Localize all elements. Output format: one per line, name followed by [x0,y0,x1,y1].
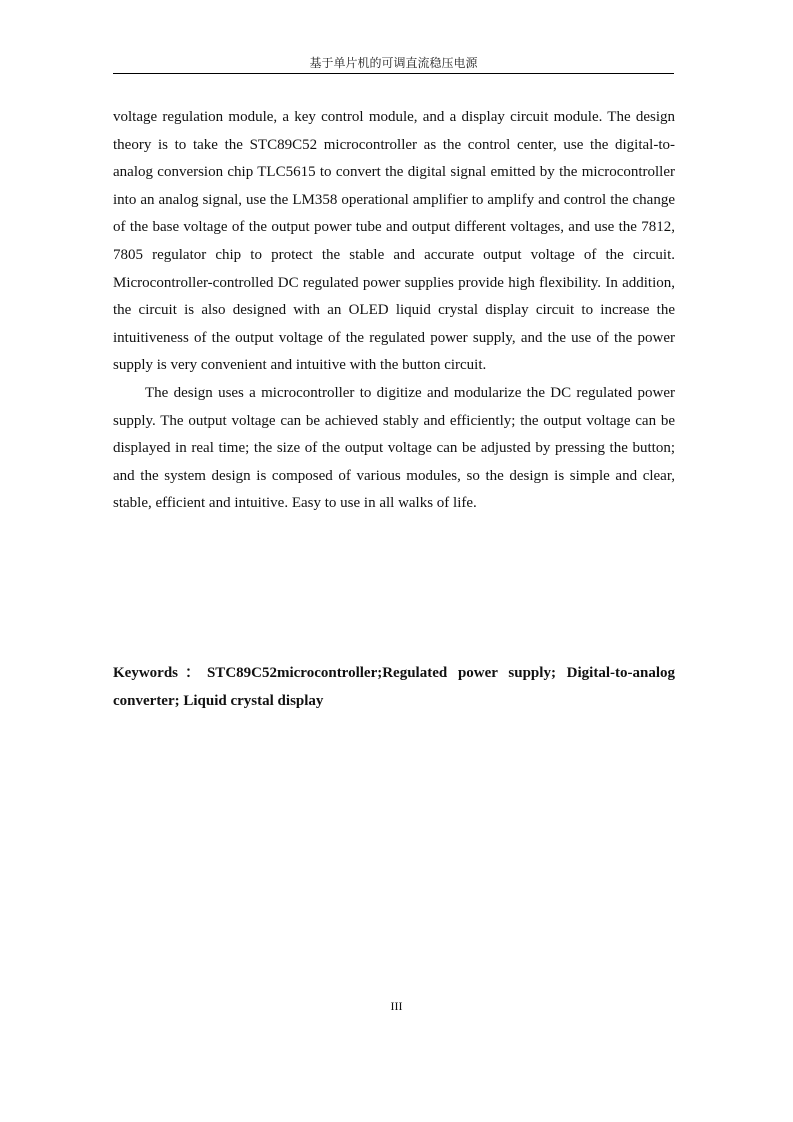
abstract-paragraph-2: The design uses a microcontroller to digitize and modularize the DC regulated power supply. The output voltage can be achieved stably and efficiently; the output voltage can be displayed in real time; the size of the output voltage can be adjusted by pressing the button; and the system design is composed of various modules, so the design is simple and clear, stable, efficient and intuitive. Easy to use in all walks of life. [113,384,675,512]
header-rule [113,73,674,74]
abstract-paragraph-1: voltage regulation module, a key control module, and a display circuit module. The design theory is to take the STC89C52 microcontroller as the control center, use the digital-to-analog conversion chip TLC5615 to convert the digital signal emitted by the microcontroller into an analog signal, use the LM358 operational amplifier to amplify and control the change of the base voltage of the output power tube and output different voltages, and use the 7812, 7805 regulator chip to protect the stable and accurate output voltage of the circuit. Microcontroller-controlled DC regulated power supplies provide high flexibility. In addition, the circuit is also designed with an OLED liquid crystal display circuit to increase the intuitiveness of the output voltage of the regulated power supply, and the use of the power supply is very convenient and intuitive with the button circuit. [113,109,675,374]
keywords-line: Keywords：STC89C52microcontroller;Regulated power supply; Digital-to-analog converter; Liquid crystal display [113,665,675,709]
abstract-body [113,104,675,518]
running-header: 基于单片机的可调直流稳压电源 [309,56,478,70]
page-number: III [390,999,403,1013]
